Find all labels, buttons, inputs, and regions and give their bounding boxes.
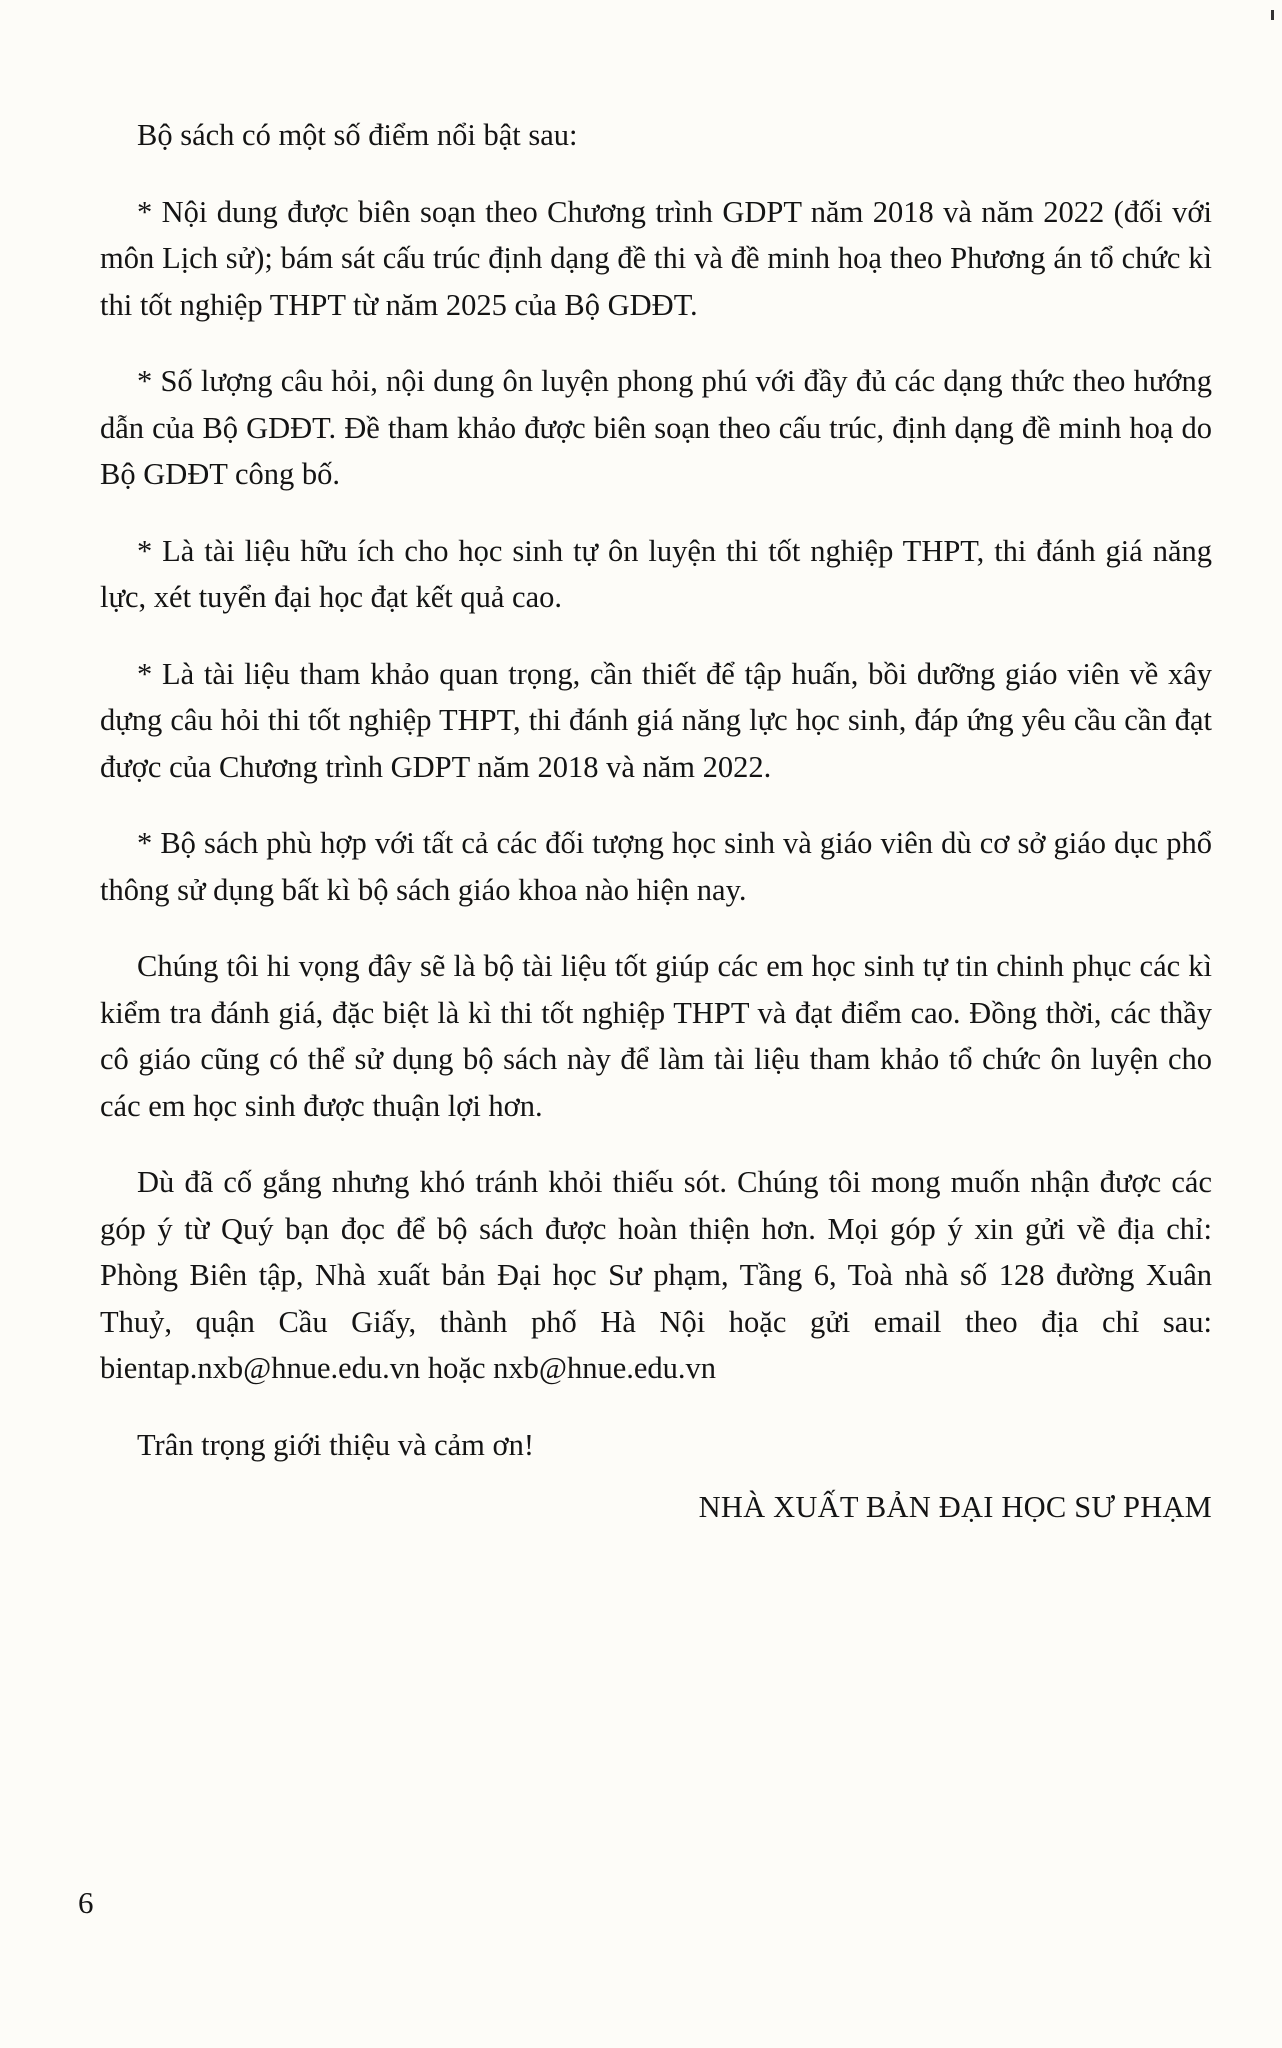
corner-mark [1271, 10, 1274, 20]
bullet-paragraph-2: * Số lượng câu hỏi, nội dung ôn luyện phong phú với đầy đủ các dạng thức theo hướng dẫn của Bộ GDĐT. Đề tham khảo được biên soạn theo cấu trúc, định dạng đề minh hoạ do Bộ GDĐT công bố. [100, 364, 1212, 491]
publisher-signature: NHÀ XUẤT BẢN ĐẠI HỌC SƯ PHẠM [698, 1490, 1212, 1524]
bullet-paragraph-3: * Là tài liệu hữu ích cho học sinh tự ôn luyện thi tốt nghiệp THPT, thi đánh giá năng lực, xét tuyển đại học đạt kết quả cao. [100, 533, 1212, 614]
bullet-paragraph-1: * Nội dung được biên soạn theo Chương trình GDPT năm 2018 và năm 2022 (đối với môn Lịch sử); bám sát cấu trúc định dạng đề thi và đề minh hoạ theo Phương án tổ chức kì thi tốt nghiệp THPT từ năm 2025 của Bộ GDĐT. [100, 194, 1212, 322]
feedback-paragraph: Dù đã cố gắng nhưng khó tránh khỏi thiếu sót. Chúng tôi mong muốn nhận được các góp ý từ Quý bạn đọc để bộ sách được hoàn thiện hơn. Mọi góp ý xin gửi về địa chỉ: Phòng Biên tập, Nhà xuất bản Đại học Sư phạm, Tầng 6, Toà nhà số 128 đường Xuân Thuỷ, quận Cầu Giấy, thành phố Hà Nội hoặc gửi email theo địa chỉ sau: bientap.nxb@hnue.edu.vn hoặc nxb@hnue.edu.vn [100, 1165, 1212, 1385]
page-number: 6 [78, 1885, 94, 1920]
page-body [100, 112, 1212, 1531]
closing-line: Trân trọng giới thiệu và cảm ơn! [137, 1427, 535, 1462]
bullet-paragraph-5: * Bộ sách phù hợp với tất cả các đối tượng học sinh và giáo viên dù cơ sở giáo dục phổ thông sử dụng bất kì bộ sách giáo khoa nào hiện nay. [100, 826, 1212, 907]
bullet-paragraph-4: * Là tài liệu tham khảo quan trọng, cần thiết để tập huấn, bồi dưỡng giáo viên về xây dựng câu hỏi thi tốt nghiệp THPT, thi đánh giá năng lực học sinh, đáp ứng yêu cầu cần đạt được của Chương trình GDPT năm 2018 và năm 2022. [100, 656, 1212, 784]
hope-paragraph: Chúng tôi hi vọng đây sẽ là bộ tài liệu tốt giúp các em học sinh tự tin chinh phục các kì kiểm tra đánh giá, đặc biệt là kì thi tốt nghiệp THPT và đạt điểm cao. Đồng thời, các thầy cô giáo cũng có thể sử dụng bộ sách này để làm tài liệu tham khảo tổ chức ôn luyện cho các em học sinh được thuận lợi hơn. [100, 949, 1212, 1123]
intro-paragraph: Bộ sách có một số điểm nổi bật sau: [137, 118, 578, 152]
